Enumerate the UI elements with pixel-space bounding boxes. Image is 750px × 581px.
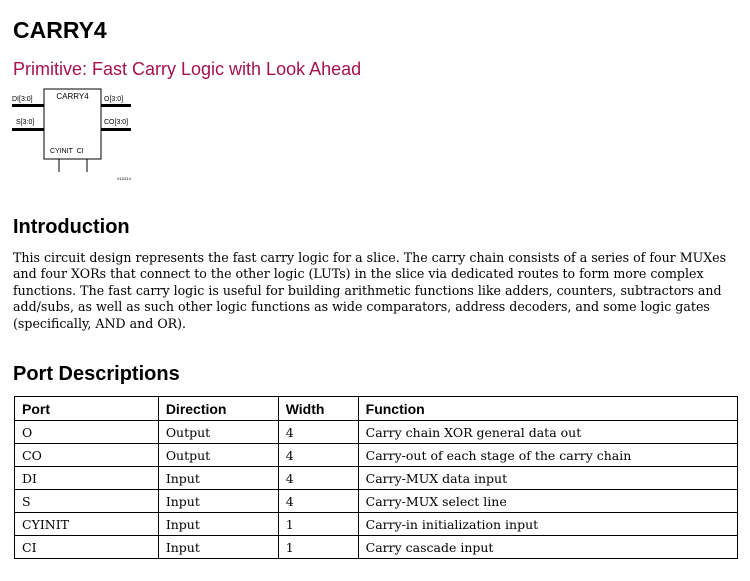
- cell-width: 1: [278, 513, 358, 536]
- cell-port: O: [15, 421, 159, 444]
- pin-label-o: O[3:0]: [104, 96, 124, 103]
- port-descriptions-heading: Port Descriptions: [13, 363, 180, 385]
- cell-direction: Input: [158, 513, 278, 536]
- cell-port: CYINIT: [15, 513, 159, 536]
- pin-di: [12, 104, 44, 107]
- pin-s: [12, 128, 44, 131]
- table-header-row: [15, 397, 738, 421]
- cell-port: DI: [15, 467, 159, 490]
- cell-function: Carry-MUX select line: [358, 490, 737, 513]
- cell-function: Carry-MUX data input: [358, 467, 737, 490]
- pin-co: [101, 128, 131, 131]
- cell-function: Carry cascade input: [358, 536, 737, 559]
- page-subtitle: Primitive: Fast Carry Logic with Look Ahead: [13, 59, 362, 79]
- carry4-symbol-diagram: [10, 88, 145, 183]
- pin-label-di: DI[3:0]: [12, 96, 33, 103]
- cell-port: CO: [15, 444, 159, 467]
- cell-port: S: [15, 490, 159, 513]
- table-row: [15, 490, 738, 513]
- table-row: [15, 467, 738, 490]
- pin-label-cyinit-ci: CYINIT CI: [50, 148, 84, 155]
- cell-width: 1: [278, 536, 358, 559]
- cell-width: 4: [278, 421, 358, 444]
- introduction-heading: Introduction: [13, 216, 130, 238]
- cell-direction: Input: [158, 467, 278, 490]
- cell-function: Carry-out of each stage of the carry chain: [358, 444, 737, 467]
- page-title: CARRY4: [13, 17, 107, 43]
- pin-o: [101, 104, 131, 107]
- port-table: [14, 396, 738, 559]
- cell-width: 4: [278, 444, 358, 467]
- pin-label-co: CO[3:0]: [104, 119, 129, 126]
- cell-function: Carry chain XOR general data out: [358, 421, 737, 444]
- figure-id: X10314: [117, 176, 131, 181]
- column-header-function: Function: [358, 397, 737, 421]
- symbol-name: CARRY4: [56, 92, 89, 101]
- cell-direction: Input: [158, 490, 278, 513]
- introduction-text: This circuit design represents the fast carry logic for a slice. The carry chain consists of a series of four MUXes and four XORs that connect to the other logic (LUTs) in the slice via dedicated routes to form more complex functions. The fast carry logic is useful for building arithmetic functions like adders, counters, subtractors and add/subs, as well as such other logic functions as wide comparators, address decoders, and some logic gates (specifically, AND and OR).: [13, 250, 727, 331]
- cell-function: Carry-in initialization input: [358, 513, 737, 536]
- table-row: [15, 536, 738, 559]
- cell-direction: Output: [158, 421, 278, 444]
- pin-label-s: S[3:0]: [16, 119, 35, 126]
- column-header-direction: Direction: [158, 397, 278, 421]
- column-header-width: Width: [278, 397, 358, 421]
- cell-width: 4: [278, 490, 358, 513]
- cell-width: 4: [278, 467, 358, 490]
- table-row: [15, 421, 738, 444]
- column-header-port: Port: [15, 397, 159, 421]
- cell-port: CI: [15, 536, 159, 559]
- cell-direction: Input: [158, 536, 278, 559]
- table-row: [15, 444, 738, 467]
- cell-direction: Output: [158, 444, 278, 467]
- table-row: [15, 513, 738, 536]
